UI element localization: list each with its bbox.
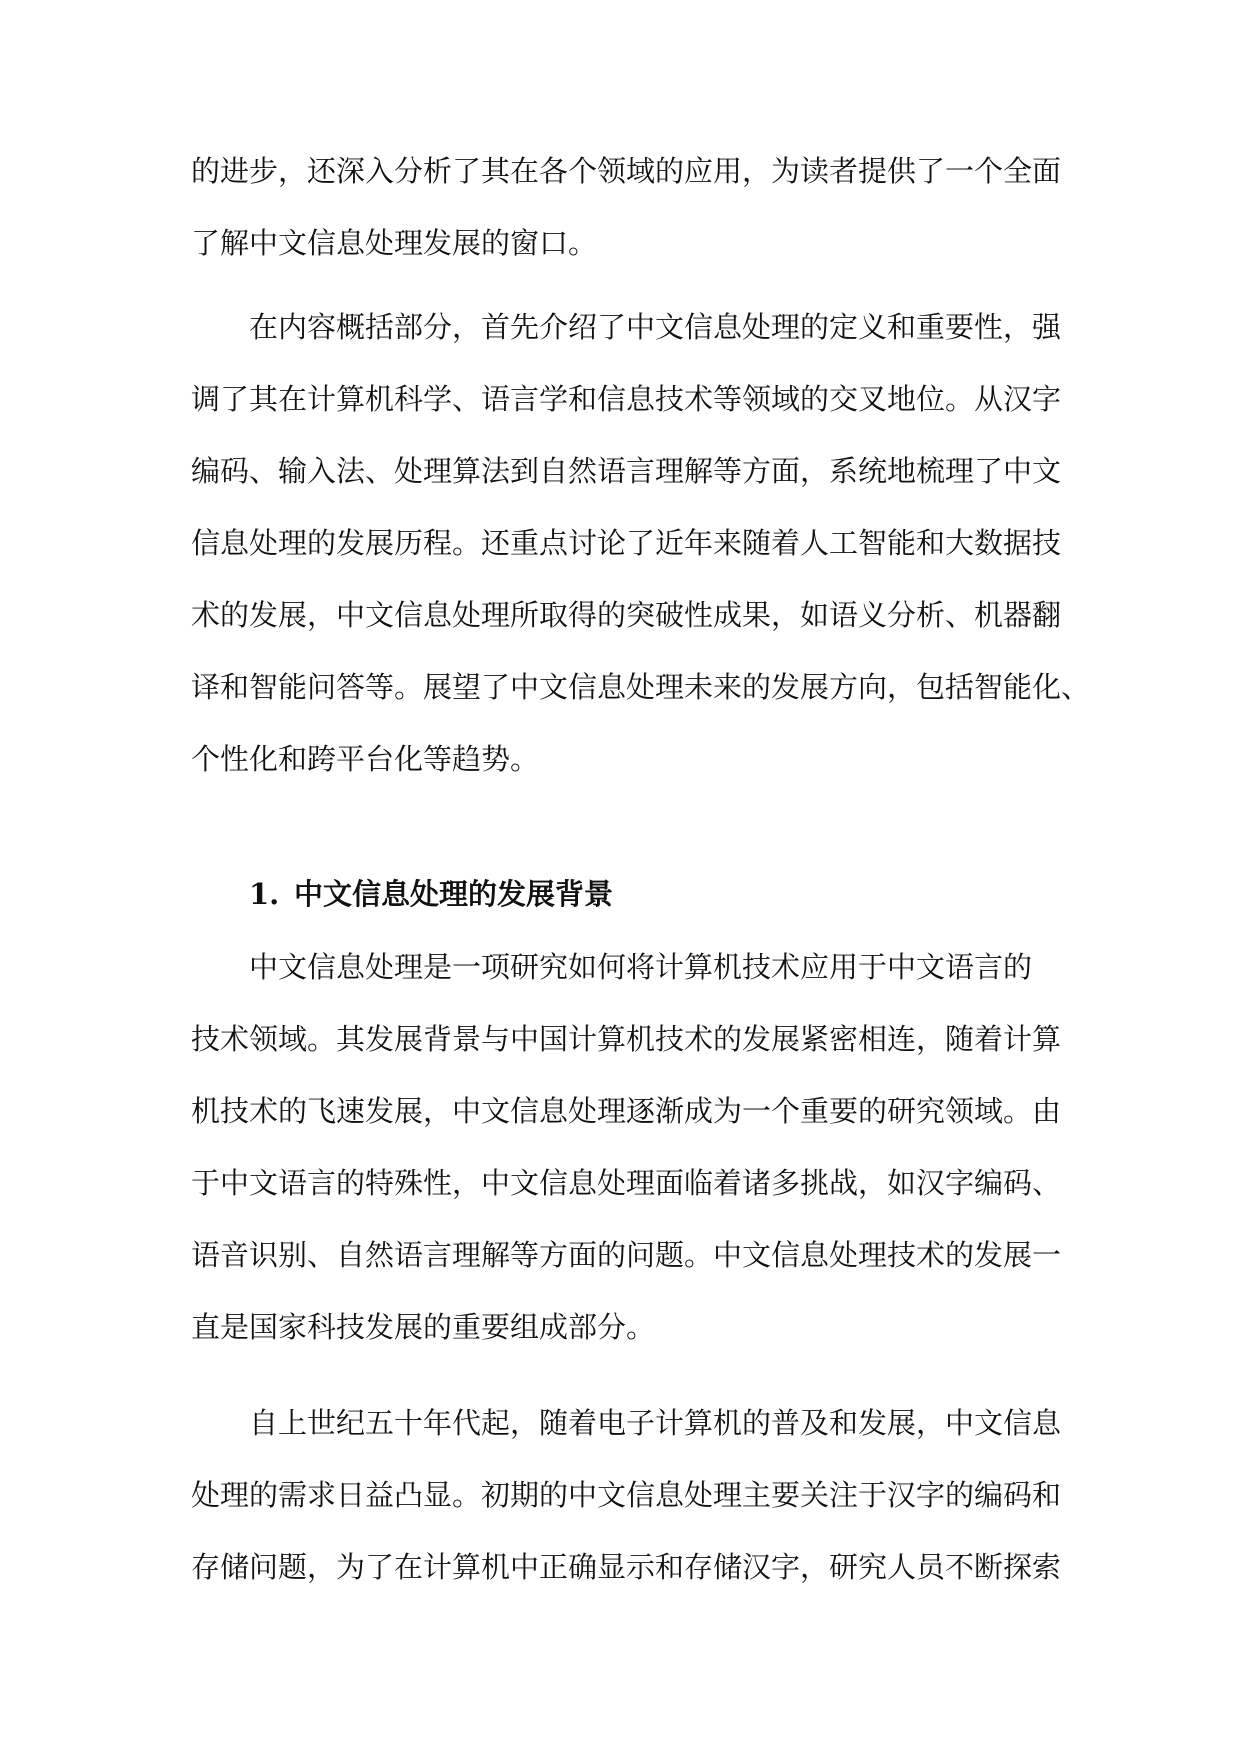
paragraph-line: 术的发展，中文信息处理所取得的突破性成果，如语义分析、机器翻 [191, 598, 1062, 632]
paragraph-line: 中文信息处理是一项研究如何将计算机技术应用于中文语言的 [249, 950, 1033, 984]
paragraph-line: 机技术的飞速发展，中文信息处理逐渐成为一个重要的研究领域。由 [191, 1094, 1062, 1128]
paragraph [191, 931, 1061, 1363]
paragraph-line: 于中文语言的特殊性，中文信息处理面临着诸多挑战，如汉字编码、 [191, 1166, 1062, 1200]
paragraph-line: 的进步，还深入分析了其在各个领域的应用，为读者提供了一个全面 [191, 154, 1062, 188]
document-body [191, 135, 1091, 1603]
paragraph [191, 135, 1061, 279]
paragraph [191, 291, 1091, 795]
paragraph-line: 调了其在计算机科学、语言学和信息技术等领域的交叉地位。从汉字 [191, 382, 1062, 416]
paragraph-line: 处理的需求日益凸显。初期的中文信息处理主要关注于汉字的编码和 [191, 1478, 1062, 1512]
paragraph-line: 在内容概括部分，首先介绍了中文信息处理的定义和重要性，强 [249, 310, 1062, 344]
paragraph-line: 语音识别、自然语言理解等方面的问题。中文信息处理技术的发展一 [191, 1238, 1062, 1272]
paragraph-line: 技术领域。其发展背景与中国计算机技术的发展紧密相连，随着计算 [191, 1022, 1062, 1056]
paragraph-line: 个性化和跨平台化等趋势。 [191, 742, 540, 776]
paragraph [191, 1387, 1061, 1603]
paragraph-line: 了解中文信息处理发展的窗口。 [191, 226, 598, 260]
section-heading [191, 858, 1061, 930]
paragraph-line: 自上世纪五十年代起，随着电子计算机的普及和发展，中文信息 [249, 1406, 1062, 1440]
section-title: 中文信息处理的发展背景 [294, 877, 614, 911]
paragraph-line: 译和智能问答等。展望了中文信息处理未来的发展方向，包括智能化、 [191, 670, 1091, 704]
paragraph-line: 编码、输入法、处理算法到自然语言理解等方面，系统地梳理了中文 [191, 454, 1062, 488]
paragraph-line: 存储问题，为了在计算机中正确显示和存储汉字，研究人员不断探索 [191, 1550, 1062, 1584]
paragraph-line: 直是国家科技发展的重要组成部分。 [191, 1310, 656, 1344]
section-number: 1. [249, 877, 280, 911]
paragraph-line: 信息处理的发展历程。还重点讨论了近年来随着人工智能和大数据技 [191, 526, 1062, 560]
